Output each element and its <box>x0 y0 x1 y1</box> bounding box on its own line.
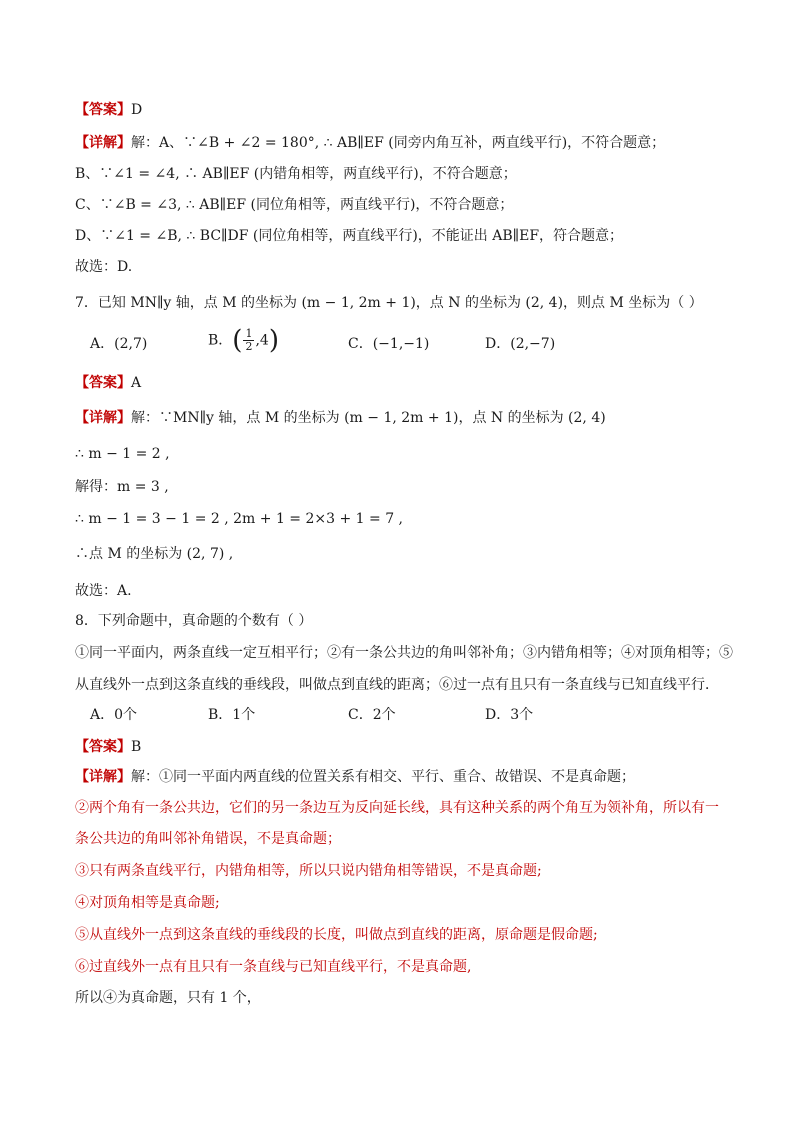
q7-options <box>75 325 734 358</box>
q8-detail-line-1 <box>75 767 734 787</box>
q8-conclusion: 所以④为真命题，只有 1 个， <box>75 990 261 1006</box>
q7-detail-line-1 <box>75 408 734 428</box>
q8-detail-line-6: ⑤从直线外一点到这条直线的垂线段的长度，叫做点到直线的距离，原命题是假命题; <box>75 927 598 943</box>
q8-answer-line <box>75 737 734 757</box>
detail-mark: 【详解】 <box>75 769 131 785</box>
detail-mark: 【详解】 <box>75 410 131 426</box>
q6-detail-line-2: B、∵∠1 = ∠4, ∴ AB∥EF (内错角相等，两直线平行)，不符合题意； <box>75 166 517 182</box>
q8-options <box>75 705 734 725</box>
q7-conclusion: 故选：A. <box>75 583 132 599</box>
q6-detail-line-3: C、∵∠B = ∠3, ∴ AB∥EF (同位角相等，两直线平行)，不符合题意； <box>75 197 514 213</box>
answer-mark: 【答案】 <box>75 102 131 118</box>
q8-detail-text: 解：①同一平面内两直线的位置关系有相交、平行、重合、故错误、不是真命题； <box>131 769 635 785</box>
q7-detail-line-5: ∴点 M 的坐标为 (2, 7) , <box>75 546 234 562</box>
q7-stem: 7．已知 MN∥y 轴，点 M 的坐标为 (m − 1, 2m + 1)，点 N 的坐标为 (2, 4)，则点 M 坐标为（ ） <box>75 295 703 311</box>
q8-body-line-1: ①同一平面内，两条直线一定互相平行；②有一条公共边的角叫邻补角；③内错角相等；④对顶角相等；⑤ <box>75 645 733 661</box>
q8-option-b: B．1个 <box>208 707 256 723</box>
q6-answer-line <box>75 100 734 120</box>
q8-detail-line-2: ②两个角有一条公共边，它们的另一条边互为反向延长线，具有这种关系的两个角互为领补角，所以有一 <box>75 800 719 816</box>
q6-detail-text: 解：A、∵∠B + ∠2 = 180°, ∴ AB∥EF (同旁内角互补，两直线平行)，不符合题意； <box>131 135 666 151</box>
q7-detail-line-4: ∴ m − 1 = 3 − 1 = 2 , 2m + 1 = 2×3 + 1 = 7 , <box>75 511 404 527</box>
q8-body-line-2: 从直线外一点到这条直线的垂线段，叫做点到直线的距离；⑥过一点有且只有一条直线与已知直线平行． <box>75 677 719 693</box>
q8-stem: 8．下列命题中，真命题的个数有（ ） <box>75 613 313 629</box>
q7-option-a: A．(2,7) <box>90 336 148 352</box>
answer-mark: 【答案】 <box>75 739 131 755</box>
q7-option-c: C．(−1,−1) <box>348 336 430 352</box>
answer-mark: 【答案】 <box>75 375 131 391</box>
q8-option-c: C．2个 <box>348 707 396 723</box>
q8-detail-line-5: ④对顶角相等是真命题; <box>75 895 220 911</box>
q7-answer-line <box>75 373 734 393</box>
detail-mark: 【详解】 <box>75 135 131 151</box>
q7-detail-line-2: ∴ m − 1 = 2 , <box>75 446 170 462</box>
fraction: $\frac{1}{2}$ <box>245 327 253 353</box>
q7-answer: A <box>131 375 142 391</box>
q7-detail-text: 解：∵MN∥y 轴，点 M 的坐标为 (m − 1, 2m + 1)，点 N 的坐标为 (2, 4) <box>131 410 606 426</box>
q7-option-d: D．(2,−7) <box>485 336 556 352</box>
q7-option-b: B．( $\frac{1}{2}$ ,4) <box>208 325 279 356</box>
q6-detail-line-1 <box>75 133 734 153</box>
q8-answer: B <box>131 739 142 755</box>
q6-conclusion: 故选：D. <box>75 259 133 275</box>
q8-option-d: D．3个 <box>485 707 534 723</box>
q8-detail-line-7: ⑥过直线外一点有且只有一条直线与已知直线平行，不是真命题, <box>75 959 472 975</box>
q8-detail-line-4: ③只有两条直线平行，内错角相等，所以只说内错角相等错误，不是真命题; <box>75 863 542 879</box>
q7-detail-line-3: 解得：m = 3 , <box>75 479 169 495</box>
q6-answer: D <box>131 102 143 118</box>
q6-detail-line-4: D、∵∠1 = ∠B, ∴ BC∥DF (同位角相等，两直线平行)，不能证出 AB∥EF，符合题意； <box>75 228 624 244</box>
q8-option-a: A．0个 <box>90 707 138 723</box>
q8-detail-line-3: 条公共边的角叫邻补角错误，不是真命题； <box>75 831 341 847</box>
